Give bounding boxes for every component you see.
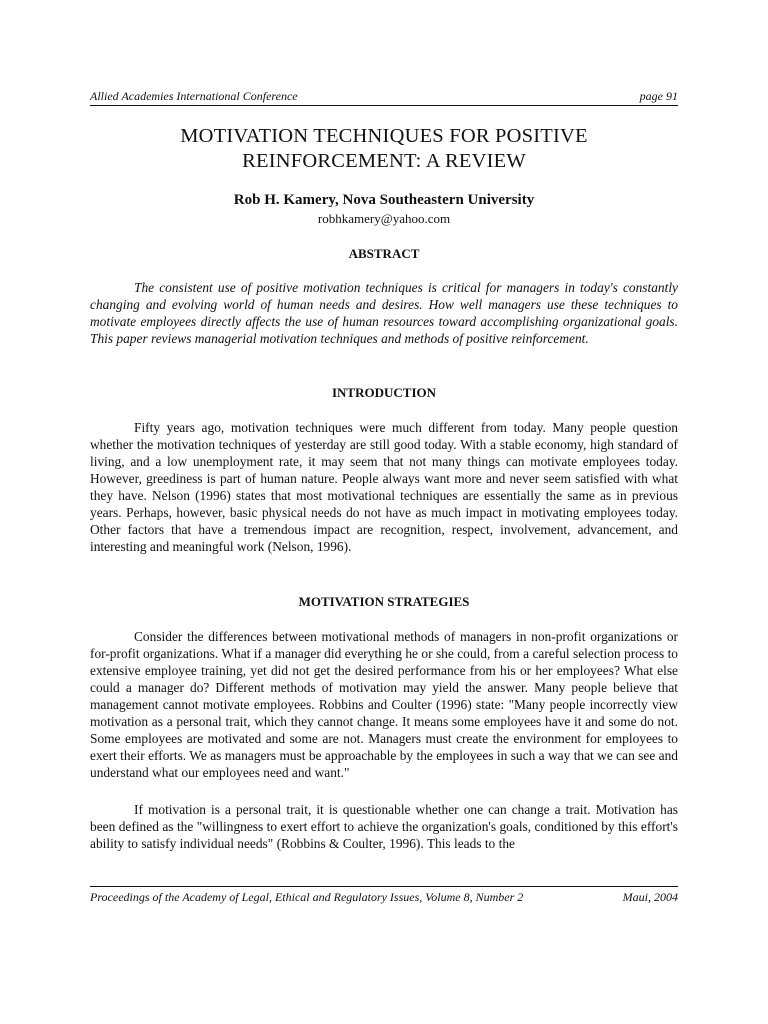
header-page-number: page 91 [639, 89, 678, 103]
abstract-text: The consistent use of positive motivation techniques is critical for managers in today's constantly changing and evolving world of human needs and desires. How well managers use these techniques to motivate employees directly affects the use of human resources toward accomplishing organizational goals. This paper reviews managerial motivation techniques and methods of positive reinforcement. [90, 280, 678, 346]
strategies-paragraph-1: Consider the differences between motivational methods of managers in non-profit organizations or for-profit organizations. What if a manager did everything he or she could, from a careful selection process to extensive employee training, yet did not get the desired performance from his or her employees? What else could a manager do? Different methods of motivation may yield the answer. Many people believe that management cannot motivate employees. Robbins and Coulter (1996) state: "Many people incorrectly view motivation as a personal trait, which they cannot change. It means some employees have it and some do not. Some employees are motivated and some are not. Managers must create the environment for employees to exert their efforts. We as managers must be approachable by the employees in such a way that we can see and understand what our employees need and want." [90, 629, 678, 780]
running-header [90, 89, 678, 106]
footer-location: Maui, 2004 [622, 890, 678, 904]
title-line-2: REINFORCEMENT: A REVIEW [242, 150, 526, 172]
paper-title [90, 124, 678, 174]
running-footer [90, 886, 678, 904]
strategies-heading: MOTIVATION STRATEGIES [298, 594, 470, 609]
title-line-1: MOTIVATION TECHNIQUES FOR POSITIVE [180, 125, 588, 147]
abstract-heading: ABSTRACT [348, 246, 420, 261]
strategies-paragraph-2: If motivation is a personal trait, it is questionable whether one can change a trait. Motivation has been defined as the "willingness to exert effort to achieve the organization's goals, conditioned by this effort's ability to satisfy individual needs" (Robbins & Coulter, 1996). This leads to the [90, 802, 678, 851]
author-line: Rob H. Kamery, Nova Southeastern University [233, 192, 535, 208]
introduction-heading: INTRODUCTION [331, 385, 436, 400]
header-conference: Allied Academies International Conference [90, 89, 298, 103]
author-email: robhkamery@yahoo.com [317, 211, 451, 226]
footer-journal: Proceedings of the Academy of Legal, Ethical and Regulatory Issues, Volume 8, Number 2 [90, 890, 524, 904]
introduction-text: Fifty years ago, motivation techniques were much different from today. Many people question whether the motivation techniques of yesterday are still good today. With a stable economy, high standard of living, and a low unemployment rate, it may seem that not many things can motivate employees today. However, greediness is part of human nature. People always want more and never seem satisfied with what they have. Nelson (1996) states that most motivational techniques are essentially the same as in previous years. Perhaps, however, basic physical needs do not have as much impact in motivating employees today. Other factors that have a tremendous impact are recognition, respect, involvement, advancement, and interesting and meaningful work (Nelson, 1996). [90, 420, 678, 554]
